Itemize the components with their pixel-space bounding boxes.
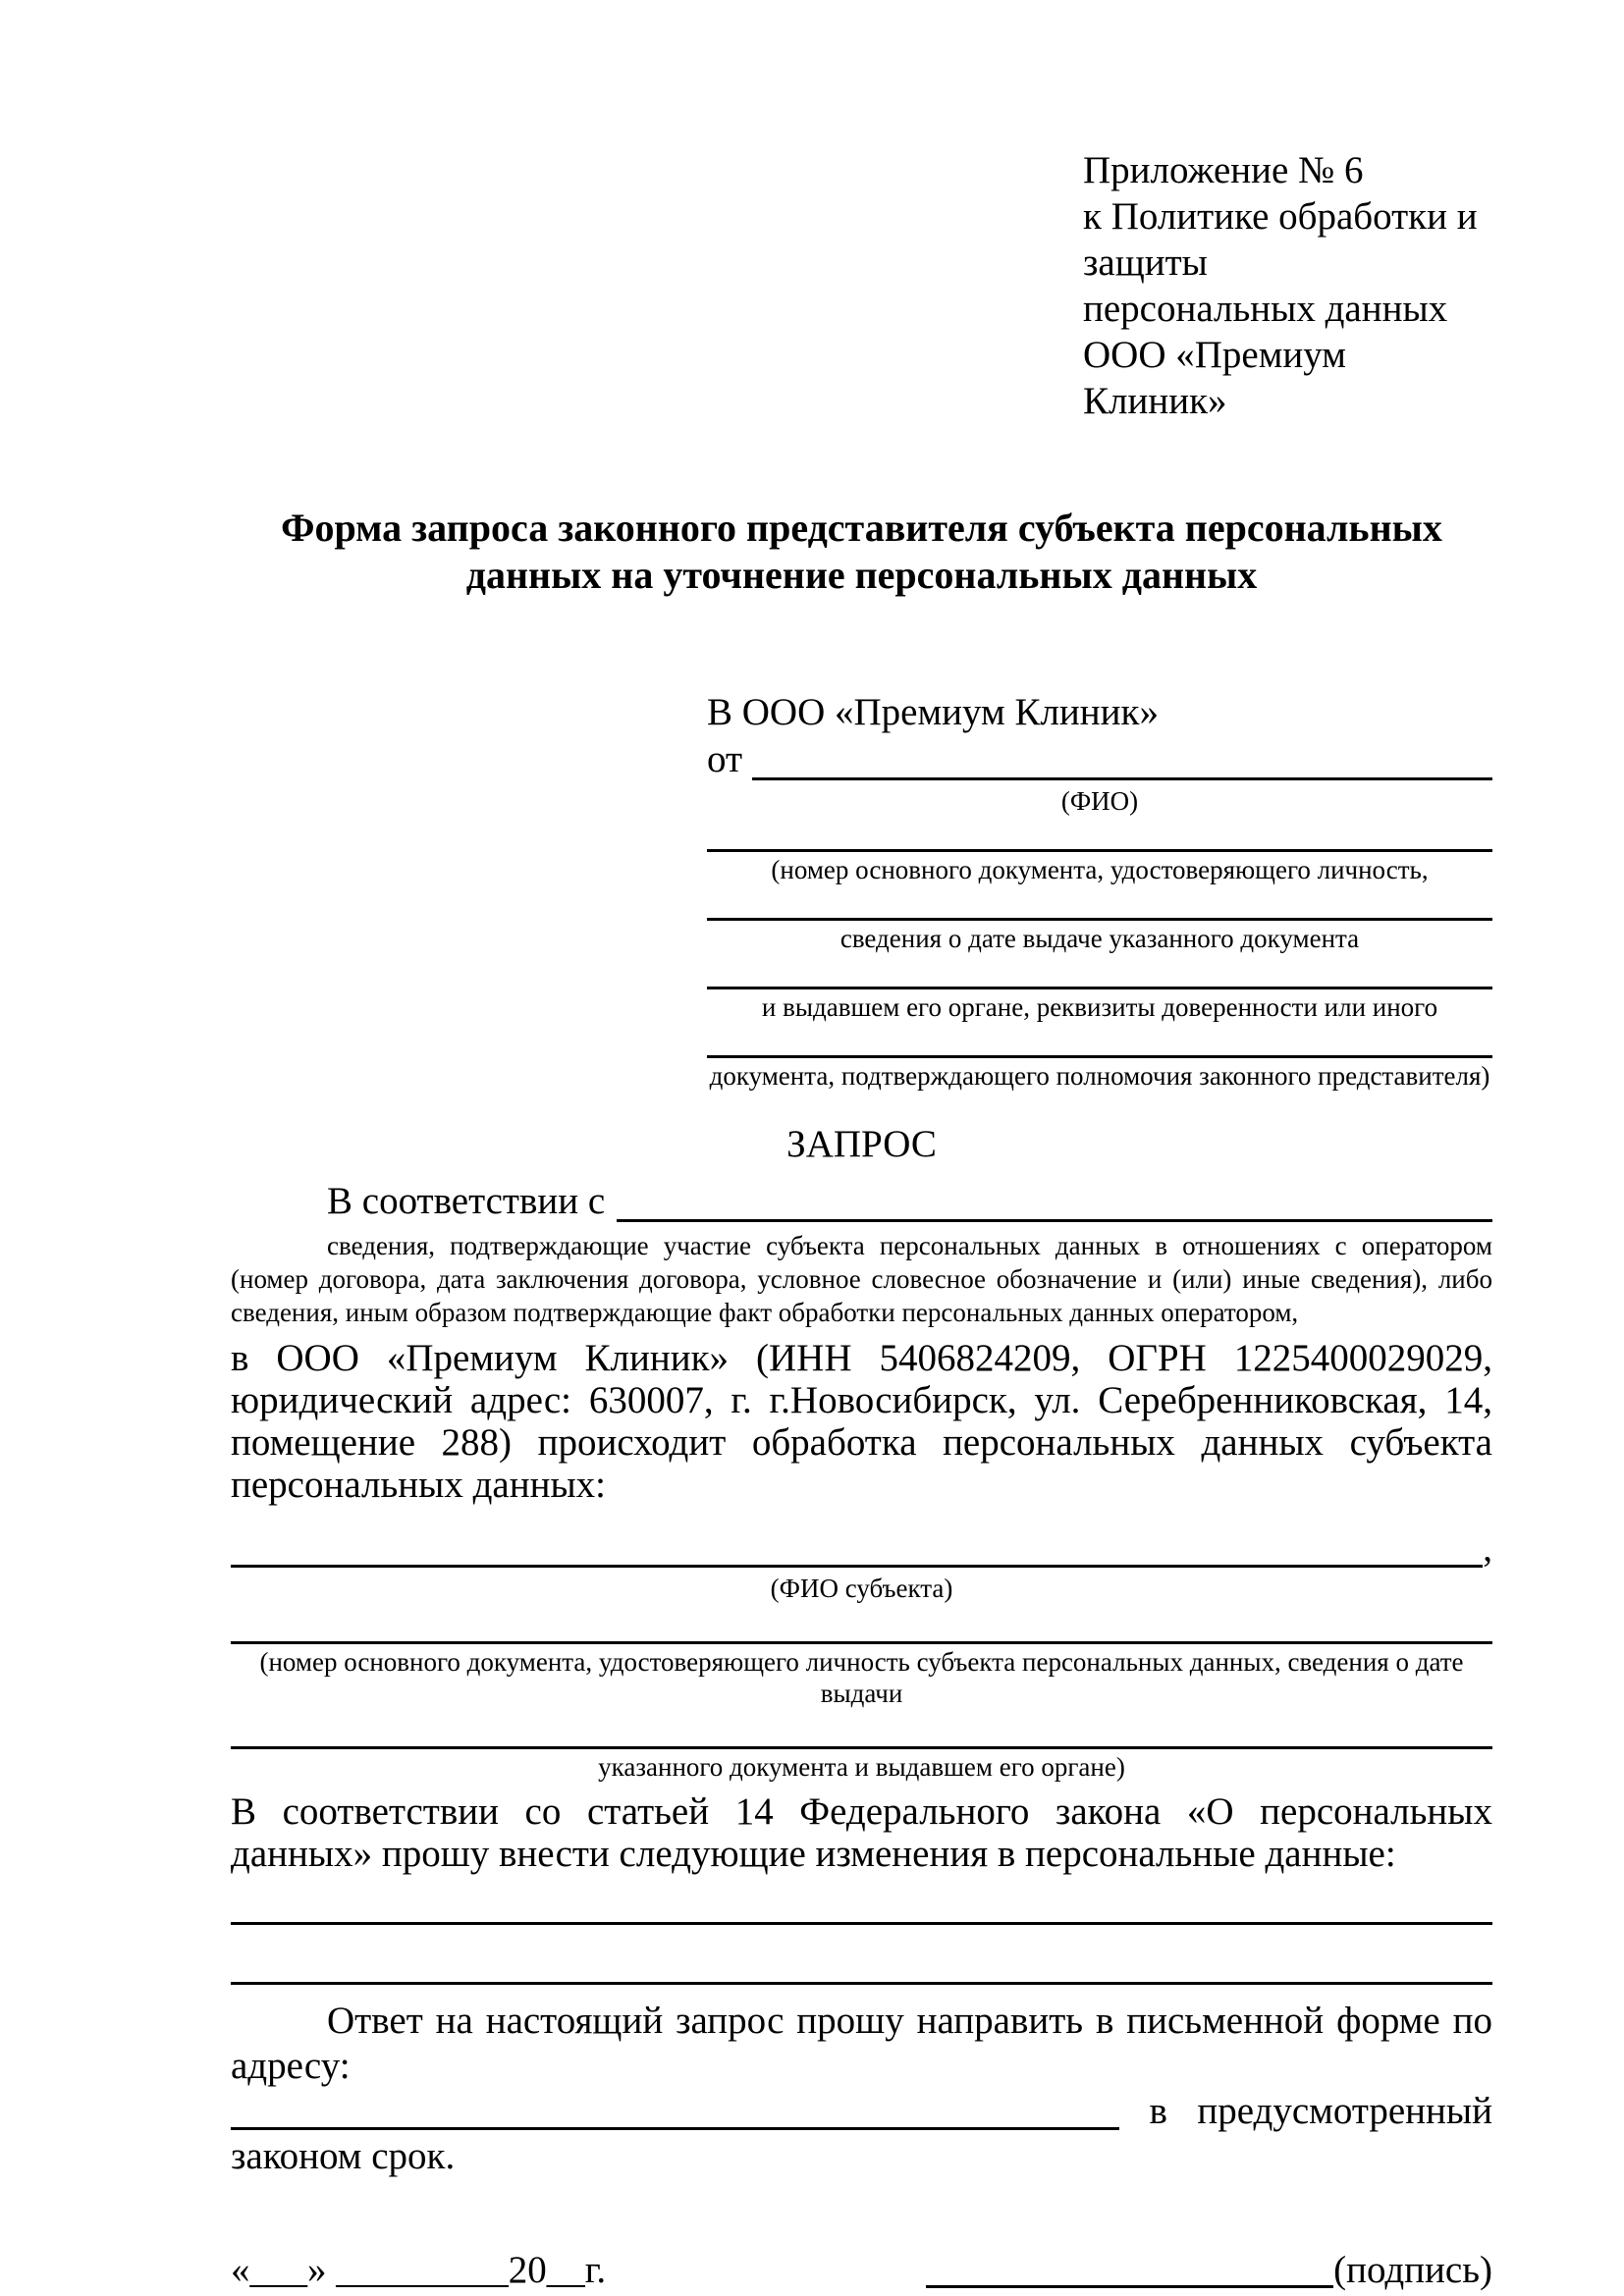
blank-field-line (707, 987, 1492, 989)
appendix-note-line: персональных данных (1083, 288, 1448, 330)
date-blank: «___» _________20__г. (231, 2249, 607, 2291)
subject-blank-line (231, 1527, 1483, 1568)
reply-paragraph-line-1: Ответ на настоящий запрос прошу направить в письменной форме по адресу: (231, 2000, 1492, 2087)
subject-caption-fio: (ФИО субъекта) (770, 1574, 953, 1603)
blank-field-line (231, 1746, 1492, 1749)
paragraph-indent (231, 1178, 327, 1225)
appendix-note (1083, 147, 1492, 424)
appendix-note-line: к Политике обработки и защиты (1083, 195, 1478, 284)
blank-field-line (231, 1641, 1492, 1644)
accordance-blank-line (617, 1178, 1492, 1222)
accordance-row (231, 1178, 1492, 1225)
addressee-from-row (707, 736, 1492, 783)
blank-answer-line (231, 1982, 1492, 1985)
addressee-to: В ООО «Премиум Клиник» (707, 691, 1159, 733)
signature-group (926, 2248, 1492, 2293)
blank-field-line (707, 918, 1492, 921)
subject-caption-doc-1: (номер основного документа, удостоверяющего личность субъекта персональных данных, сведения о дате выдачи (259, 1647, 1464, 1708)
law-paragraph: В соответствии со статьей 14 Федерального закона «О персональных данных» прошу внести следующие изменения в персональные данные: (231, 1790, 1492, 1875)
field-caption-doc-number: (номер основного документа, удостоверяющего личность, (771, 855, 1429, 884)
appendix-note-line: ООО «Премиум Клиник» (1083, 334, 1346, 422)
reply-word-v: в (1149, 2090, 1167, 2132)
field-caption-issuer: и выдавшем его органе, реквизиты доверенности или иного (761, 992, 1438, 1022)
operator-paragraph: в ООО «Премиум Клиник» (ИНН 5406824209, ОГРН 1225400029029, юридический адрес: 630007, г. г.Новосибирск, ул. Серебренниковская, 14, помещение 288) происходит обработка персональных данных субъекта персональных данных: (231, 1337, 1492, 1506)
from-blank-line (752, 736, 1492, 780)
blank-field-line (707, 1055, 1492, 1058)
caption-fio: (ФИО) (1060, 786, 1139, 816)
reply-address-blank-line (231, 2127, 1119, 2130)
from-label: от (707, 738, 743, 780)
accordance-note: сведения, подтверждающие участие субъекта персональных данных в отношениях с оператором (номер договора, дата заключения договора, условное словесное обозначение и (или) иные сведения), либо сведения, иным образом подтверждающие факт обработки персональных данных оператором, (231, 1231, 1492, 1327)
reply-address-row (231, 2089, 1492, 2134)
subject-line-comma: , (1483, 1527, 1492, 1570)
addressee-block (707, 689, 1492, 1092)
signature-blank-line (926, 2285, 1333, 2288)
blank-field-line (707, 849, 1492, 852)
subject-caption-doc-2: указанного документа и выдавшем его органе) (598, 1752, 1125, 1782)
subject-fio-row (231, 1527, 1492, 1571)
reply-paragraph-line-3: законом срок. (231, 2135, 456, 2177)
document-title: Форма запроса законного представителя субъекта персональных данных на уточнение персональных данных (281, 506, 1442, 597)
date-signature-row (231, 2248, 1492, 2293)
appendix-note-line: Приложение № 6 (1083, 149, 1364, 191)
accordance-prefix: В соответствии с (327, 1180, 606, 1222)
reply-word-predusmotrenny: предусмотренный (1197, 2090, 1492, 2132)
request-heading: ЗАПРОС (786, 1123, 937, 1165)
field-caption-issue-date: сведения о дате выдаче указанного документа (839, 924, 1360, 953)
field-caption-authority-doc: документа, подтверждающего полномочия законного представителя) (709, 1061, 1490, 1091)
blank-answer-line (231, 1922, 1492, 1925)
signature-caption: (подпись) (1333, 2249, 1492, 2291)
